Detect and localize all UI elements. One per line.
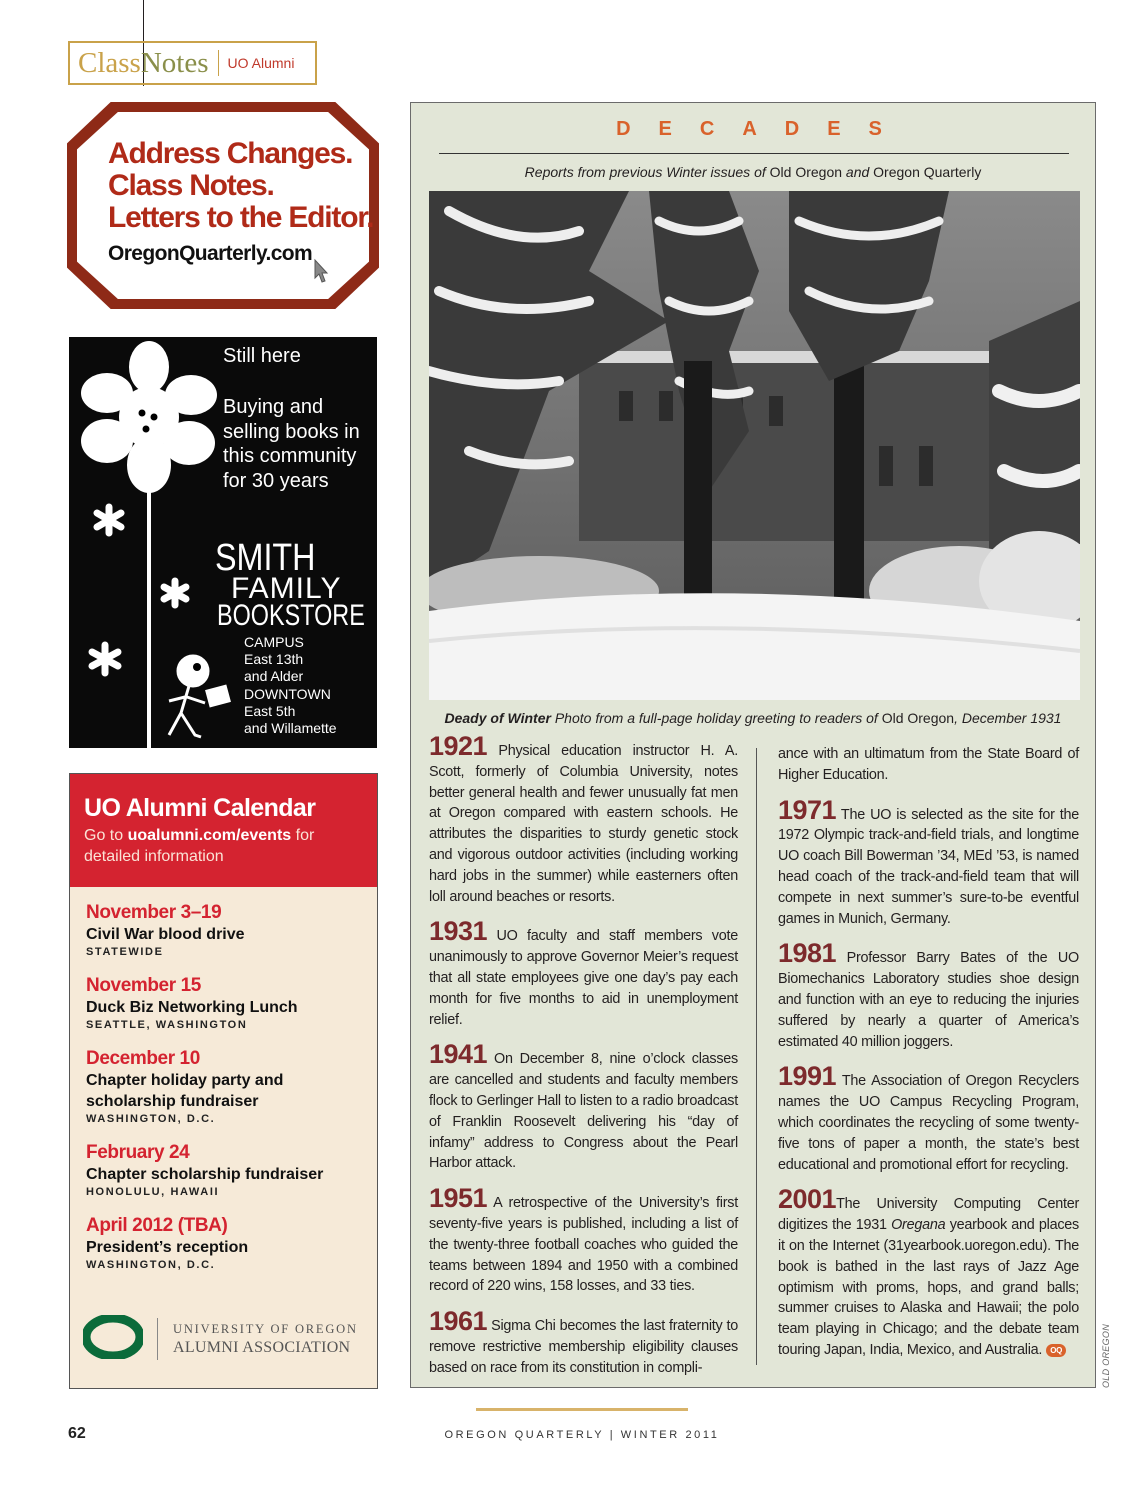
decade-text: Physical education instructor H. A. Scott, formerly of Columbia University, notes better general health and fewer unusually fat men at Oregon compared with eastern schools. He attributes the disparities to sturdy genetic stock and vigorous outdoor activities (including working hard jobs in the summer) while easterners often loll around beaches or resorts. — [429, 743, 738, 905]
event-date: December 10 — [86, 1048, 200, 1069]
event-location: HONOLULU, HAWAII — [86, 1186, 220, 1198]
photo-caption — [411, 710, 1095, 726]
decade-text: yearbook and places it on the Internet (31yearbook.uoregon.edu). The book is bathed in the last rays of Jazz Age optimism with proms, hops, and grand balls; summer cruises to Alaska and Hawaii; the polo team playing in Chicago; and the debate team touring Japan, India, Mexico, and Australia. — [778, 1217, 1079, 1358]
decades-column-right — [778, 736, 1079, 1375]
decade-text: The Association of Oregon Recyclers names the UO Campus Recycling Program, which coordinates the recycling of some twenty-five tons of paper a month, the state’s best educational and promotional effort for recycling. — [778, 1073, 1079, 1173]
octagon-ad — [108, 137, 374, 266]
event-title: Duck Biz Networking Lunch — [86, 999, 298, 1016]
decade-entry — [429, 1183, 738, 1297]
decade-text: Sigma Chi becomes the last fraternity to remove restrictive membership eligibility clauses based on race from its constitution in compli- — [429, 1318, 738, 1376]
header-notes-word: Notes — [140, 46, 209, 79]
decade-entry — [429, 1306, 738, 1378]
decade-entry — [778, 1061, 1079, 1175]
caption-part: Photo from a full-page holiday greeting to readers of — [550, 710, 882, 726]
event-date: November 15 — [86, 975, 201, 996]
alumni-calendar — [69, 773, 378, 1389]
header-section-name: UO Alumni — [227, 55, 295, 71]
calendar-event — [86, 1141, 361, 1200]
photo-credit: OLD OREGON — [1101, 1323, 1111, 1388]
decades-column-left — [429, 731, 739, 1393]
calendar-sub-pre: Go to — [84, 827, 128, 844]
decade-text: The University Computing Center digitizes the 1931 — [778, 1196, 1079, 1234]
mouse-cursor-icon — [313, 258, 329, 284]
bookstore-still-here: Still here — [223, 345, 301, 367]
calendar-sub-post: for detailed information — [84, 827, 315, 865]
subtitle-part: Reports from previous Winter issues of — [524, 164, 770, 180]
header-class-word: Class — [78, 46, 141, 79]
decade-entry — [778, 1184, 1079, 1360]
bookstore-ad — [69, 337, 377, 748]
section-header — [68, 41, 317, 85]
event-title: Chapter holiday party and scholarship fundraiser — [86, 1072, 284, 1110]
decade-text: Professor Barry Bates of the UO Biomechanics Laboratory studies shoe design and function with an eye to reducing the injuries suffered by nearly a quarter of America’s estimated 40 million joggers. — [778, 950, 1079, 1050]
decade-entry — [429, 1039, 739, 1174]
calendar-subtitle — [84, 825, 361, 867]
subtitle-part: Oregon Quarterly — [873, 164, 982, 180]
caption-title: Deady of Winter — [444, 710, 551, 726]
calendar-event — [86, 901, 361, 960]
decade-entry — [778, 938, 1079, 1052]
event-date: November 3–19 — [86, 902, 222, 923]
publication-footer: OREGON QUARTERLY | WINTER 2011 — [444, 1429, 720, 1441]
caption-part: Old Oregon — [881, 710, 955, 726]
decades-panel — [410, 102, 1096, 1388]
decade-year: 1931 — [429, 916, 488, 947]
location-line: CAMPUS — [244, 634, 304, 650]
decades-title: DECADES — [616, 118, 910, 140]
decade-year: 2001 — [778, 1184, 837, 1215]
decade-year: 1961 — [429, 1306, 488, 1337]
bookstore-locations — [244, 634, 337, 737]
ad-line-class-notes: Class Notes. — [108, 169, 274, 202]
decades-rule — [439, 153, 1069, 154]
decades-subtitle — [411, 164, 1095, 180]
bookstore-tagline: Buying and selling books in this community for 30 years — [223, 396, 360, 492]
calendar-events — [70, 887, 377, 1273]
decade-text: On December 8, nine o’clock classes are cancelled and students and faculty members flock to Gerlinger Hall to listen to a radio broadcast of Franklin Roosevelt delivering his “day of infamy” address to Congress about the Pearl Harbor attack. — [429, 1051, 739, 1172]
caption-part: , December 1931 — [954, 710, 1062, 726]
location-line: East 5th — [244, 702, 296, 719]
column-divider — [756, 748, 757, 1365]
decade-text: UO faculty and staff members vote unanimously to approve Governor Meier’s request that all state employees give one day’s pay each month for five months to aid in unemployment relief. — [429, 928, 738, 1028]
decade-entry — [429, 916, 738, 1030]
header-divider — [218, 50, 219, 76]
logo-association: ALUMNI ASSOCIATION — [173, 1339, 351, 1356]
bookstore-name-smith: SMITH — [215, 537, 316, 579]
ad-line-letters: Letters to the Editor. — [108, 201, 374, 234]
ad-url-link[interactable]: OregonQuarterly.com — [108, 242, 313, 265]
calendar-event — [86, 1047, 361, 1127]
decade-year: 1981 — [778, 938, 837, 969]
uo-o-logo-icon — [83, 1315, 143, 1359]
decade-entry — [429, 731, 738, 907]
calendar-events-link[interactable]: uoalumni.com/events — [127, 827, 292, 844]
decade-entry — [778, 794, 1079, 930]
location-line: DOWNTOWN — [244, 685, 331, 702]
decade-year: 1921 — [429, 731, 488, 761]
logo-university: UNIVERSITY OF OREGON — [173, 1322, 358, 1336]
event-location: SEATTLE, WASHINGTON — [86, 1019, 248, 1031]
uo-alumni-logo — [83, 1312, 373, 1372]
event-date: February 24 — [86, 1142, 190, 1163]
footer-rule — [476, 1408, 688, 1411]
location-line: and Willamette — [244, 720, 337, 737]
ad-line-address: Address Changes. — [108, 137, 353, 170]
subtitle-part: and — [842, 164, 874, 180]
location-line: and Alder — [244, 668, 304, 685]
event-title: President’s reception — [86, 1239, 249, 1256]
decade-year: 1951 — [429, 1183, 488, 1214]
decade-year: 1991 — [778, 1061, 837, 1092]
oq-end-mark-icon: OQ — [1046, 1344, 1066, 1357]
calendar-title: UO Alumni Calendar — [84, 794, 316, 822]
decade-text-italic: Oregana — [891, 1217, 946, 1234]
bookstore-name-family: FAMILY — [231, 572, 342, 605]
location-line: East 13th — [244, 651, 304, 668]
event-location: STATEWIDE — [86, 946, 164, 958]
page-number: 62 — [68, 1425, 86, 1442]
logo-divider — [157, 1318, 158, 1360]
decade-text: A retrospective of the University’s first seventy-five years is published, including a list of the twenty-three football coaches who guided the teams between 1894 and 1950 with a combined record of 220 wins, 158 losses, and 33 ties. — [429, 1195, 738, 1295]
snowy-campus-image — [429, 191, 1080, 700]
decade-year: 1971 — [778, 794, 837, 825]
event-location: WASHINGTON, D.C. — [86, 1113, 216, 1125]
decade-year: 1941 — [429, 1039, 488, 1070]
decade-entry-continued: ance with an ultimatum from the State Board of Higher Education. — [778, 746, 1079, 783]
calendar-event — [86, 1214, 361, 1273]
event-title: Civil War blood drive — [86, 926, 245, 943]
winter-photo — [429, 191, 1080, 700]
subtitle-part: Old Oregon — [769, 164, 843, 180]
event-title: Chapter scholarship fundraiser — [86, 1166, 324, 1183]
decade-text: The UO is selected as the site for the 1972 Olympic track-and-field trials, and longtime UO coach Bill Bowerman ’34, MEd ’53, is named head coach of the track-and-field team that will compete in next summer’s sure-to-be eventful games in Munich, Germany. — [778, 806, 1079, 927]
event-location: WASHINGTON, D.C. — [86, 1259, 216, 1271]
bookstore-name-bookstore: BOOKSTORE — [217, 599, 365, 632]
event-date: April 2012 (TBA) — [86, 1215, 228, 1236]
calendar-header — [70, 774, 377, 887]
calendar-event — [86, 974, 361, 1033]
